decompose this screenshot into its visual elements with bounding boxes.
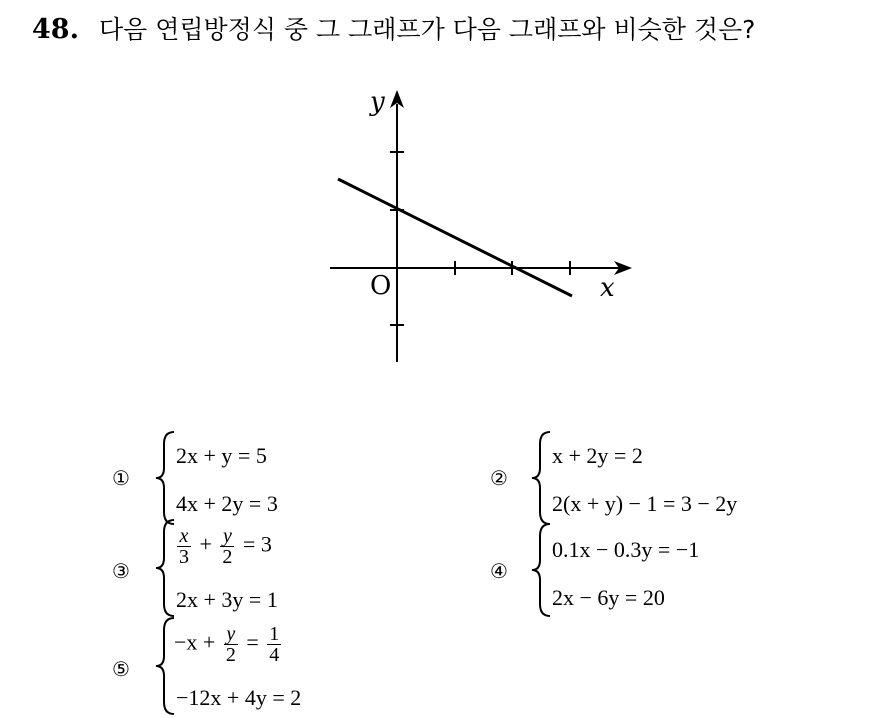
- option-5-frac-y2: [224, 624, 238, 665]
- frac-numerator: y: [224, 624, 238, 645]
- option-3-equation-1: [174, 526, 272, 567]
- frac-denominator: 2: [225, 644, 236, 666]
- frac-denominator: 2: [222, 546, 233, 568]
- option-2-brace: [530, 430, 554, 526]
- option-3-frac-y2: [220, 526, 234, 567]
- option-3-frac-x3: [177, 526, 191, 567]
- option-5-frac-14: [267, 624, 281, 665]
- coordinate-graph: [320, 84, 640, 374]
- option-5-equation-1: [174, 624, 284, 665]
- equation-rhs: = 3: [242, 531, 272, 557]
- option-1-equation-2: 4x + 2y = 3: [176, 491, 278, 516]
- option-1-brace: [154, 430, 178, 526]
- option-3-marker: ③: [112, 559, 130, 583]
- option-2-equation-2: 2(x + y) − 1 = 3 − 2y: [552, 491, 738, 516]
- option-4-marker: ④: [490, 559, 508, 583]
- option-5-marker: ⑤: [112, 657, 130, 681]
- plus-sign: +: [199, 531, 212, 557]
- option-4-equation-1: 0.1x − 0.3y = −1: [552, 537, 700, 562]
- question-text: 다음 연립방정식 중 그 그래프가 다음 그래프와 비슷한 것은?: [98, 15, 756, 44]
- option-4-equation-2: 2x − 6y = 20: [552, 585, 665, 610]
- question-number: 48.: [32, 14, 79, 45]
- frac-numerator: 1: [269, 623, 280, 645]
- x-axis-label: x: [600, 273, 615, 303]
- frac-denominator: 4: [269, 644, 280, 666]
- equals-sign: =: [246, 629, 259, 655]
- option-1-equation-1: 2x + y = 5: [176, 443, 267, 468]
- graph-svg: [320, 84, 640, 374]
- question-header: [32, 12, 755, 48]
- option-1-marker: ①: [112, 466, 130, 490]
- option-3-equation-2: 2x + 3y = 1: [176, 587, 278, 612]
- option-2-marker: ②: [490, 466, 508, 490]
- option-5-equation-2: −12x + 4y = 2: [176, 685, 302, 710]
- origin-label: O: [370, 271, 392, 301]
- option-4-brace: [530, 522, 554, 618]
- y-axis-label: y: [370, 87, 385, 117]
- frac-numerator: x: [177, 526, 191, 547]
- option-2-equation-1: x + 2y = 2: [552, 443, 643, 468]
- equation-lead: −x +: [174, 629, 216, 655]
- frac-denominator: 3: [179, 546, 189, 568]
- frac-numerator: y: [220, 526, 234, 547]
